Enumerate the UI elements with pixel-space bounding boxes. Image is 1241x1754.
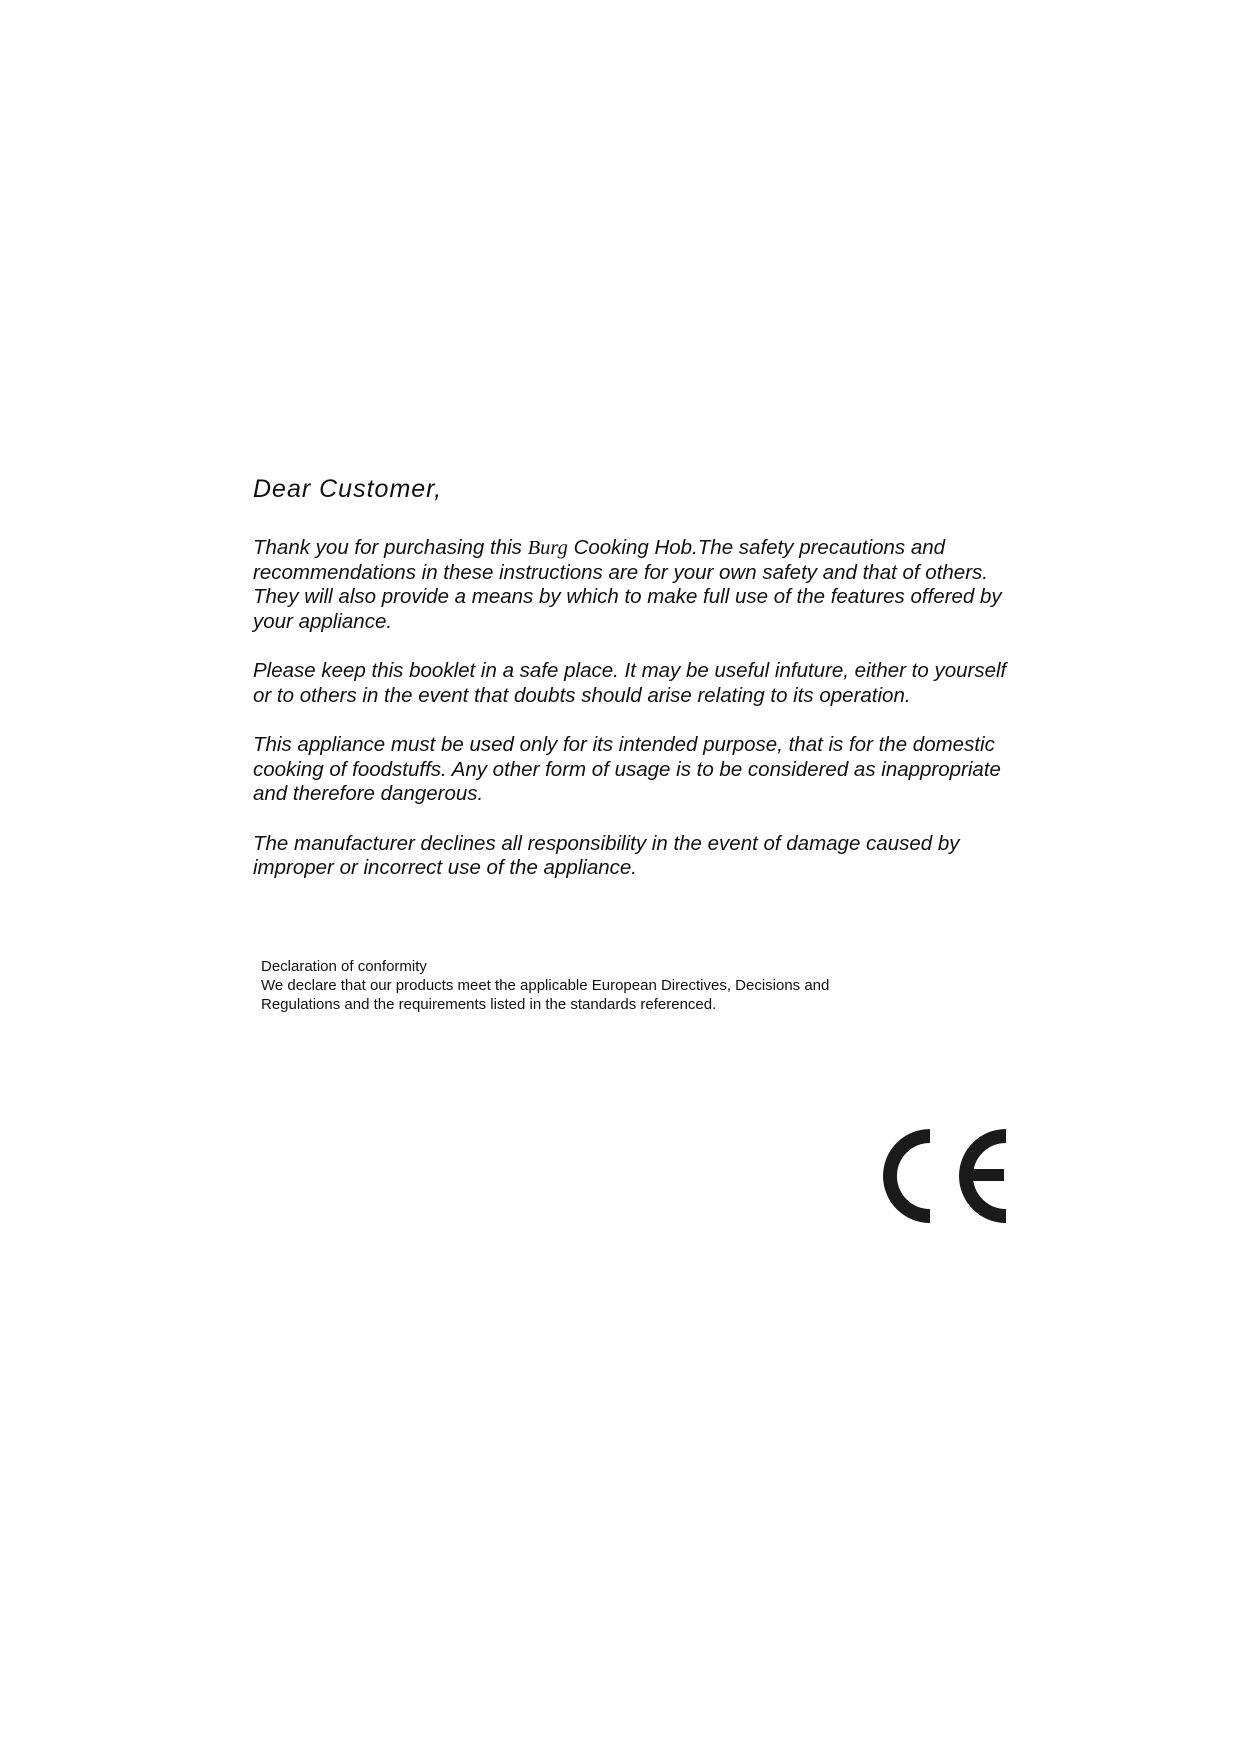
letter-greeting: Dear Customer, [253,475,443,503]
declaration-of-conformity [261,957,901,1014]
customer-letter [253,472,1013,906]
brand-name: Burg [527,537,568,559]
declaration-line-1: We declare that our products meet the applicable European Directives, Decisions and [261,977,830,994]
ce-mark-c [890,1136,930,1216]
liability-paragraph: The manufacturer declines all responsibility in the event of damage caused by improper or incorrect use of the appliance. [253,831,960,879]
intro-text-start: Thank you for purchasing this [253,536,528,559]
ce-mark-e-bar [964,1169,1004,1181]
intended-use-paragraph: This appliance must be used only for its intended purpose, that is for the domestic cooking of foodstuffs. Any other form of usage is to be considered as inappropriate and therefore dangerous. [253,733,1001,805]
intro-text-end: Cooking Hob.The safety precautions and recommendations in these instructions are for your own safety and that of others. They will also provide a means by which to make full use of the features offered by your appliance. [253,536,1002,633]
keep-booklet-paragraph: Please keep this booklet in a safe place. It may be useful infuture, either to yourself or to others in the event that doubts should arise relating to its operation. [253,659,1007,707]
ce-mark-icon [878,1128,1009,1224]
intro-paragraph [253,536,1013,634]
declaration-title: Declaration of conformity [261,958,427,975]
declaration-line-2: Regulations and the requirements listed in the standards referenced. [261,996,717,1013]
